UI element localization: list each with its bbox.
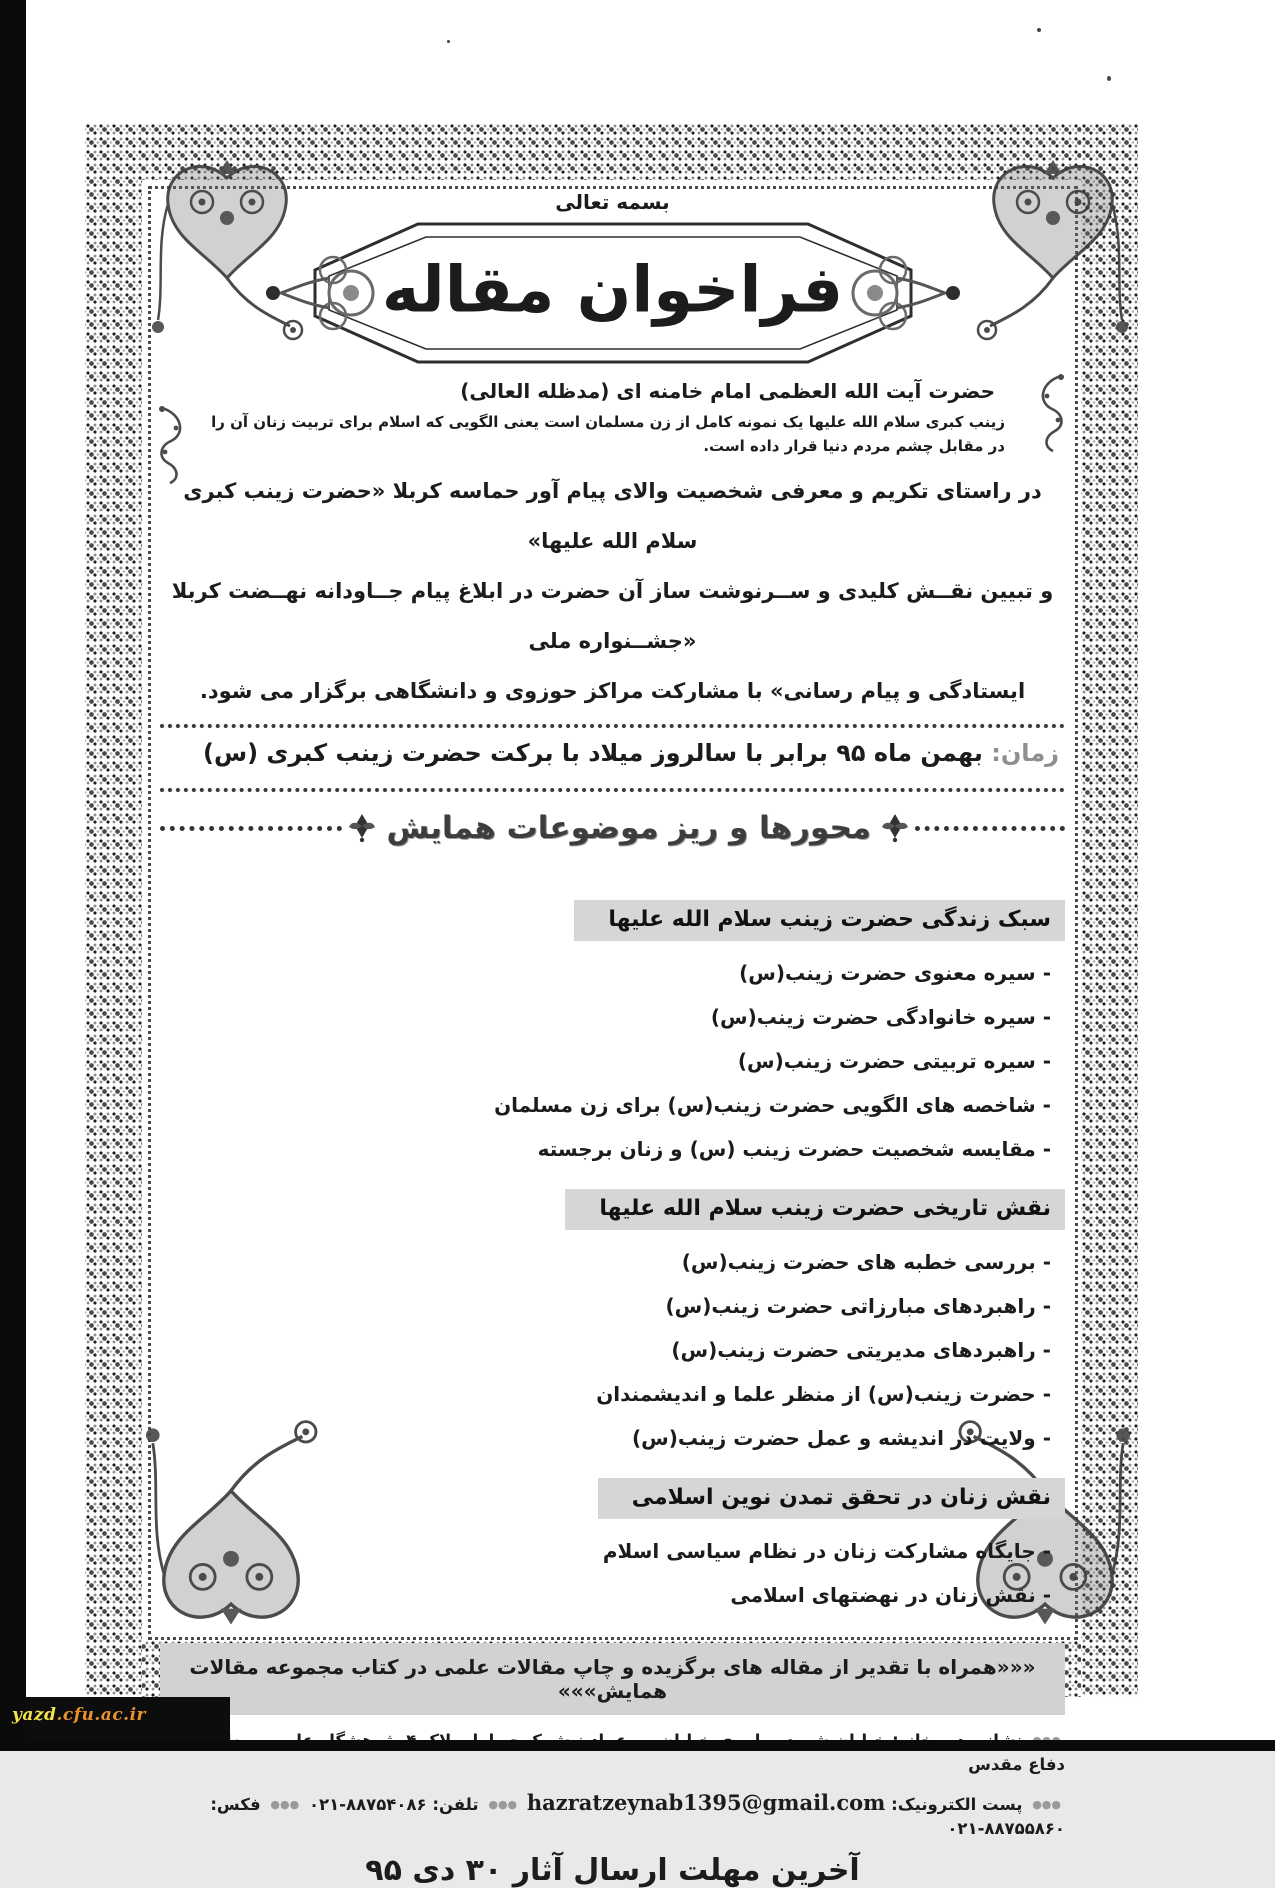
scan-black-edge-bottom [0, 1740, 1275, 1751]
awards-banner: «««همراه با تقدیر از مقاله های برگزیده و چاپ مقالات علمی در کتاب مجموعه مقالات همایش»»» [160, 1643, 1065, 1715]
section-heading: سبک زندگی حضرت زینب سلام الله علیها [574, 900, 1065, 941]
address-row [160, 1729, 1065, 1777]
dotted-rule [160, 788, 1065, 792]
dotted-line [915, 826, 1065, 831]
scan-speck [447, 40, 450, 43]
intro-line: و تبیین نقــش کلیدی و ســرنوشت ساز آن حضرت در ابلاغ پیام جــاودانه نهــضت کربلا «جشــنواره ملی [171, 579, 1054, 653]
topic-item: - سیره خانوادگی حضرت زینب(س) [710, 1005, 1051, 1029]
section-heading: نقش زنان در تحقق تمدن نوین اسلامی [598, 1478, 1065, 1519]
schedule-line [160, 728, 1065, 780]
separator-dots-icon: ●●● [270, 1798, 300, 1811]
fleuron-icon [348, 813, 376, 843]
schedule-text: بهمن ماه ۹۵ برابر با سالروز میلاد با برکت حضرت زینب کبری (س) [203, 739, 983, 767]
poster-content [160, 190, 1065, 1888]
topic-list [160, 1240, 1065, 1460]
topic-item: - بررسی خطبه های حضرت زینب(س) [681, 1250, 1051, 1274]
topic-list [160, 1529, 1065, 1617]
email-label: پست الکترونیک: [891, 1795, 1023, 1814]
intro-paragraph [160, 466, 1065, 716]
dotted-line [160, 826, 342, 831]
fleuron-icon [881, 813, 909, 843]
phone-label: تلفن: [432, 1795, 479, 1814]
topic-item: - ولایت در اندیشه و عمل حضرت زینب(س) [632, 1426, 1051, 1450]
schedule-label: زمان: [991, 739, 1059, 767]
scan-black-edge-left [0, 0, 26, 1751]
address-text: دفاع مقدس [968, 1755, 1065, 1774]
topic-list [160, 951, 1065, 1171]
title-cartouche [263, 218, 963, 368]
watermark-prefix: yazd [12, 1705, 57, 1725]
quote-text: زینب کبری سلام الله علیها یک نمونه کامل از زن مسلمان است یعنی الگویی که اسلام برای تربیت زنان آن را در مقابل چشم مردم دنیا قرار داده است. [211, 413, 1005, 455]
topics-header: محورها و ریز موضوعات همایش [386, 810, 871, 846]
separator-dots-icon: ●●● [488, 1798, 518, 1811]
separator-dots-icon: ●●● [1032, 1798, 1061, 1811]
intro-line: در راستای تکریم و معرفی شخصیت والای پیام آور حماسه کربلا «حضرت زینب کبری سلام الله علیها» [183, 479, 1042, 553]
fax-label: فکس: [210, 1795, 261, 1814]
topic-item: - حضرت زینب(س) از منظر علما و اندیشمندان [596, 1382, 1051, 1406]
topic-item: - راهبردهای مبارزاتی حضرت زینب(س) [665, 1294, 1051, 1318]
topic-item: - شاخصه های الگویی حضرت زینب(س) برای زن مسلمان [494, 1093, 1051, 1117]
scan-speck [1037, 28, 1041, 32]
phone-number: ۰۲۱-۸۸۷۵۴۰۸۶ [308, 1795, 427, 1814]
floral-bracket-icon [1031, 372, 1071, 456]
quote-block [160, 378, 1065, 458]
floral-bracket-icon [152, 404, 192, 488]
deadline-text: آخرین مهلت ارسال آثار ۳۰ دی ۹۵ [365, 1853, 860, 1888]
email-address[interactable]: hazratzeynab1395@gmail.com [526, 1790, 886, 1815]
bismillah-text: بسمه تعالی [555, 190, 670, 214]
poster-title: فراخوان مقاله [381, 253, 844, 328]
topic-item: - سیره تربیتی حضرت زینب(س) [737, 1049, 1051, 1073]
topics-header-row [160, 810, 1065, 846]
scan-speck [1107, 76, 1111, 81]
quote-attribution: حضرت آیت الله العظمی امام خامنه ای (مدظله العالی) [460, 379, 995, 403]
watermark-suffix: .cfu.ac.ir [56, 1705, 146, 1725]
topic-item: - جایگاه مشارکت زنان در نظام سیاسی اسلام [602, 1539, 1051, 1563]
topic-item: - سیره معنوی حضرت زینب(س) [739, 961, 1051, 985]
mosaic-border-left [85, 123, 142, 1697]
topic-item: - نقش زنان در نهضتهای اسلامی [730, 1583, 1051, 1607]
topic-item: - راهبردهای مدیریتی حضرت زینب(س) [671, 1338, 1051, 1362]
section-heading: نقش تاریخی حضرت زینب سلام الله علیها [565, 1189, 1065, 1230]
intro-line: ایستادگی و پیام رسانی» با مشارکت مراکز حوزوی و دانشگاهی برگزار می شود. [199, 679, 1026, 703]
watermark [12, 1705, 146, 1725]
contact-row [160, 1791, 1065, 1841]
topic-item: - مقایسه شخصیت حضرت زینب (س) و زنان برجسته [537, 1137, 1051, 1161]
fax-number: ۰۲۱-۸۸۷۵۵۸۶۰ [947, 1819, 1065, 1838]
